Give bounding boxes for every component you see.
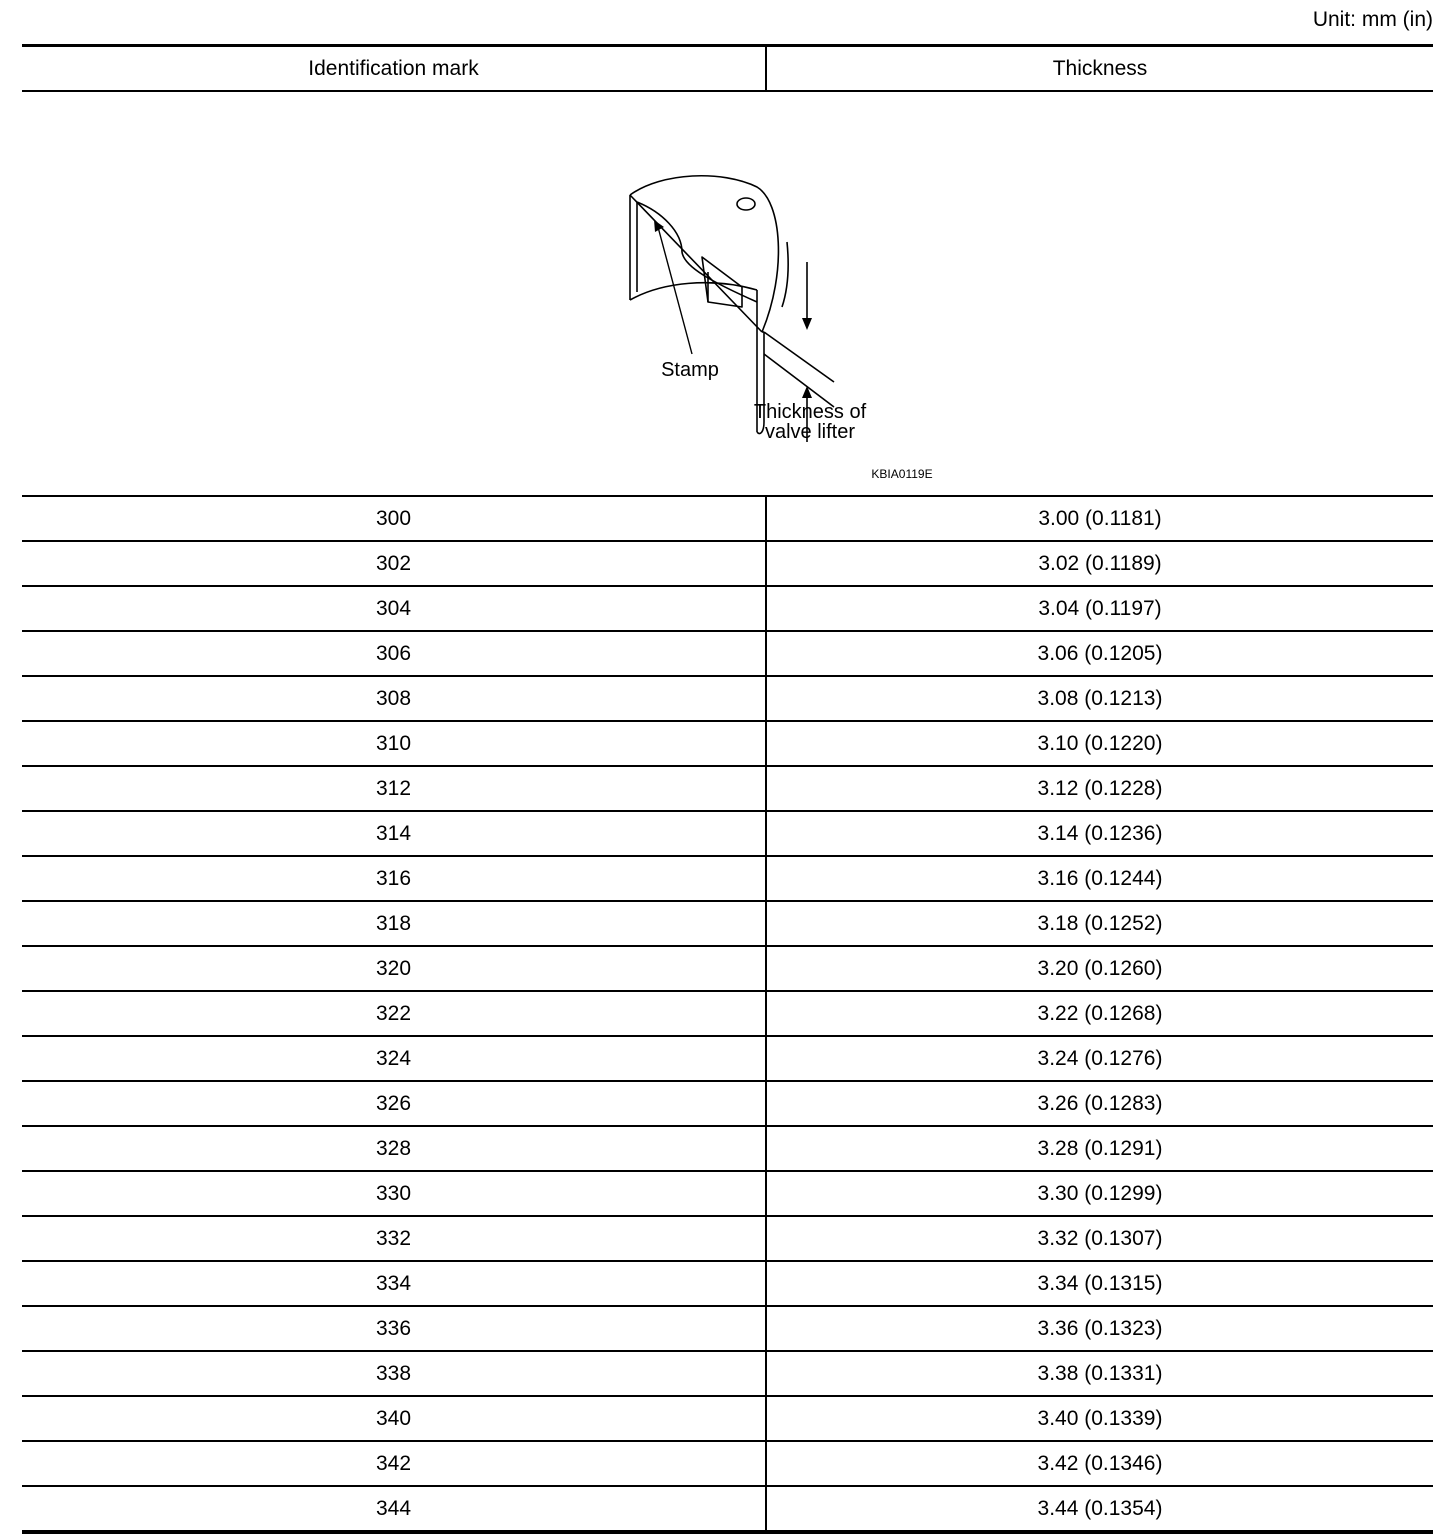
thickness-label-line1: Thickness of [753, 401, 867, 423]
identification-mark-cell: 326 [22, 1082, 767, 1125]
figure-code: KBIA0119E [871, 467, 933, 481]
thickness-cell: 3.38 (0.1331) [1037, 1361, 1163, 1385]
identification-mark-cell: 306 [22, 632, 767, 675]
table-row [22, 542, 1433, 587]
identification-mark-cell: 334 [22, 1262, 767, 1305]
table-body [22, 497, 1433, 1534]
identification-mark-cell: 304 [22, 587, 767, 630]
table-row [22, 632, 1433, 677]
table-header [22, 44, 1433, 92]
identification-mark-cell: 330 [22, 1172, 767, 1215]
thickness-cell: 3.06 (0.1205) [1037, 641, 1163, 665]
thickness-cell: 3.30 (0.1299) [1037, 1181, 1163, 1205]
table-row [22, 1352, 1433, 1397]
table-row [22, 1307, 1433, 1352]
identification-mark-cell: 328 [22, 1127, 767, 1170]
table-row [22, 857, 1433, 902]
thickness-cell: 3.44 (0.1354) [1037, 1496, 1163, 1520]
thickness-cell: 3.40 (0.1339) [1037, 1406, 1163, 1430]
table-row [22, 1442, 1433, 1487]
thickness-cell: 3.32 (0.1307) [1037, 1226, 1163, 1250]
identification-mark-cell: 310 [22, 722, 767, 765]
identification-mark-cell: 308 [22, 677, 767, 720]
table-row [22, 1487, 1433, 1534]
table-row [22, 722, 1433, 767]
identification-mark-cell: 338 [22, 1352, 767, 1395]
header-identification-mark: Identification mark [22, 47, 767, 90]
identification-mark-cell: 344 [22, 1487, 767, 1530]
table-row [22, 1037, 1433, 1082]
identification-mark-cell: 314 [22, 812, 767, 855]
thickness-label-line2: valve lifter [764, 421, 856, 443]
thickness-cell: 3.36 (0.1323) [1037, 1316, 1163, 1340]
identification-mark-cell: 320 [22, 947, 767, 990]
shim-thickness-table [22, 44, 1433, 1534]
thickness-cell: 3.42 (0.1346) [1037, 1451, 1163, 1475]
table-row [22, 767, 1433, 812]
table-row [22, 992, 1433, 1037]
identification-mark-cell: 336 [22, 1307, 767, 1350]
table-row [22, 812, 1433, 857]
table-row [22, 947, 1433, 992]
thickness-cell: 3.00 (0.1181) [1038, 506, 1162, 530]
header-thickness: Thickness [1052, 56, 1148, 80]
thickness-cell: 3.04 (0.1197) [1038, 596, 1162, 620]
thickness-cell: 3.12 (0.1228) [1037, 776, 1163, 800]
table-row [22, 677, 1433, 722]
identification-mark-cell: 316 [22, 857, 767, 900]
table-row [22, 497, 1433, 542]
unit-label: Unit: mm (in) [1312, 8, 1433, 31]
thickness-cell: 3.26 (0.1283) [1037, 1091, 1163, 1115]
table-row [22, 902, 1433, 947]
thickness-cell: 3.20 (0.1260) [1037, 956, 1163, 980]
thickness-cell: 3.28 (0.1291) [1037, 1136, 1163, 1160]
identification-mark-cell: 332 [22, 1217, 767, 1260]
table-row [22, 1397, 1433, 1442]
thickness-cell: 3.10 (0.1220) [1037, 731, 1163, 755]
table-row [22, 587, 1433, 632]
identification-mark-cell: 312 [22, 767, 767, 810]
valve-lifter-illustration [22, 92, 1433, 495]
identification-mark-cell: 300 [22, 497, 767, 540]
table-row [22, 1262, 1433, 1307]
identification-mark-cell: 340 [22, 1397, 767, 1440]
identification-mark-cell: 322 [22, 992, 767, 1035]
thickness-cell: 3.34 (0.1315) [1037, 1271, 1163, 1295]
thickness-cell: 3.16 (0.1244) [1037, 866, 1163, 890]
thickness-cell: 3.08 (0.1213) [1037, 686, 1163, 710]
thickness-cell: 3.14 (0.1236) [1037, 821, 1163, 845]
identification-mark-cell: 318 [22, 902, 767, 945]
table-row [22, 1127, 1433, 1172]
table-row [22, 1172, 1433, 1217]
stamp-leader-line [658, 227, 692, 354]
stamp-label: Stamp [661, 359, 719, 381]
identification-mark-cell: 302 [22, 542, 767, 585]
table-row [22, 1082, 1433, 1127]
thickness-cell: 3.18 (0.1252) [1037, 911, 1163, 935]
thickness-cell: 3.22 (0.1268) [1037, 1001, 1163, 1025]
thickness-cell: 3.24 (0.1276) [1037, 1046, 1163, 1070]
identification-mark-cell: 324 [22, 1037, 767, 1080]
figure-row [22, 92, 1433, 497]
identification-mark-cell: 342 [22, 1442, 767, 1485]
thickness-cell: 3.02 (0.1189) [1038, 551, 1162, 575]
table-row [22, 1217, 1433, 1262]
